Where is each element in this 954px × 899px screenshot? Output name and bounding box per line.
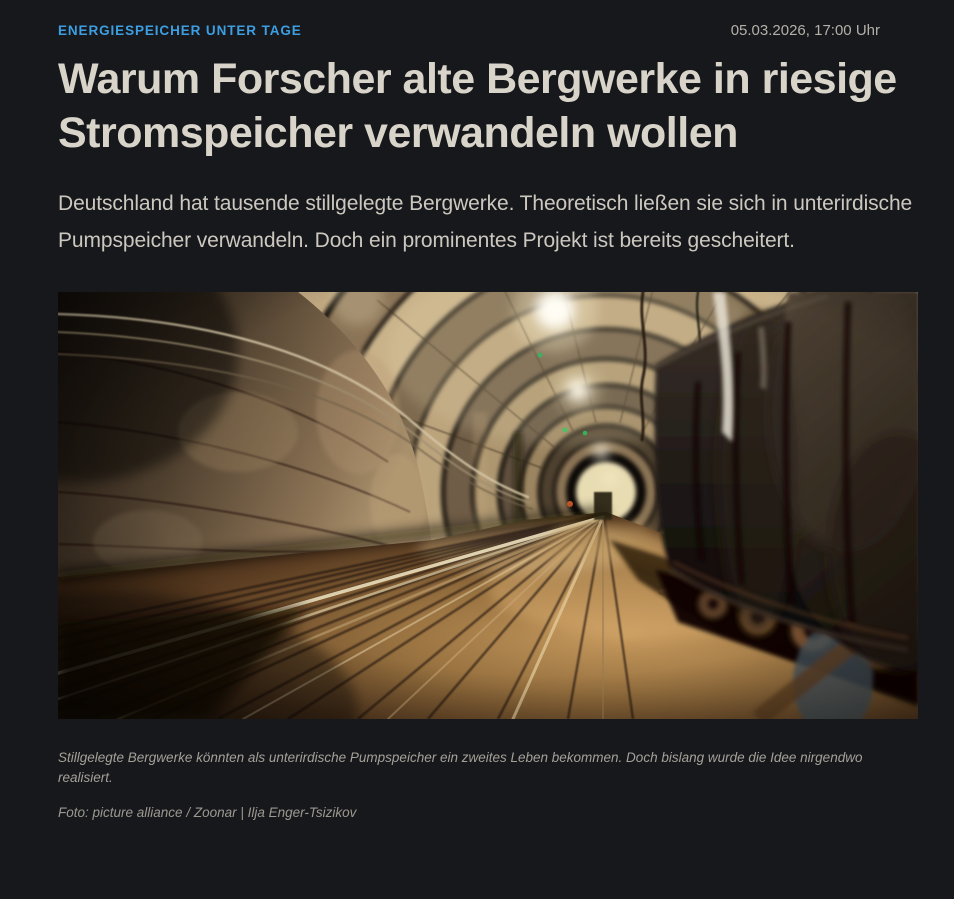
figure-caption-block — [58, 748, 918, 820]
article-kicker-link[interactable]: ENERGIESPEICHER UNTER TAGE — [58, 23, 302, 38]
photo-caption: Stillgelegte Bergwerke könnten als unterirdische Pumpspeicher ein zweites Leben bekommen. Doch bislang wurde die Idee nirgendwo realisiert. — [58, 750, 863, 785]
article-date: 05.03.2026, 17:00 Uhr — [730, 22, 880, 39]
photo-credit: Foto: picture alliance / Zoonar | Ilja Enger-Tsizikov — [58, 805, 357, 821]
article-figure — [58, 292, 918, 820]
article-headline: Warum Forscher alte Bergwerke in riesige Stromspeicher verwandeln wollen — [58, 55, 897, 158]
mine-tunnel-illustration — [58, 292, 918, 719]
mine-tunnel-photo[interactable] — [58, 292, 918, 719]
article-lede: Deutschland hat tausende stillgelegte Bergwerke. Theoretisch ließen sie sich in unterirdische Pumpspeicher verwandeln. Doch ein prominentes Projekt ist bereits gescheitert. — [58, 192, 913, 253]
article-topbar — [58, 0, 918, 39]
